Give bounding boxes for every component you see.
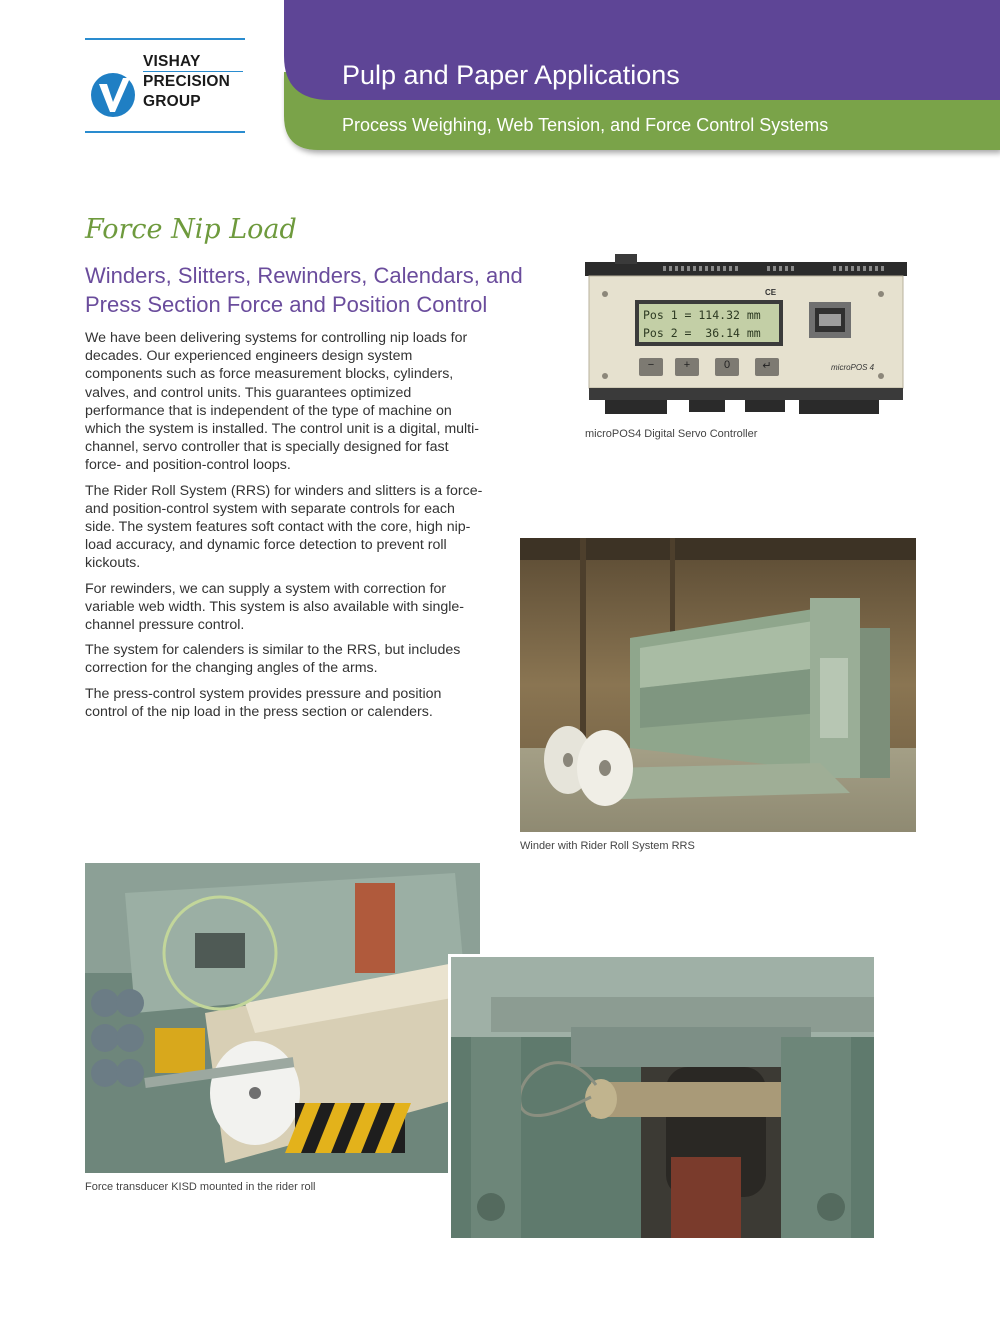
lcd-line-1: Pos 1 = 114.32 mm	[643, 308, 761, 322]
section-title: Force Nip Load	[85, 214, 297, 245]
header-subtitle: Process Weighing, Web Tension, and Force Control Systems	[342, 115, 829, 135]
paragraph: The Rider Roll System (RRS) for winders and slitters is a force- and position-control system with separate controls for each side. The system features soft contact with the core, high nip-load accuracy, and dynamic force detection to prevent roll kickouts.	[85, 482, 483, 572]
controller-caption: microPOS4 Digital Servo Controller	[585, 428, 758, 440]
logo-line-1: VISHAY	[143, 53, 201, 70]
company-logo	[85, 38, 245, 134]
transducer-photo	[85, 863, 480, 1173]
header-title: Pulp and Paper Applications	[342, 60, 680, 90]
paragraph: For rewinders, we can supply a system with correction for variable web width. This system is also available with single-channel pressure control.	[85, 580, 465, 634]
logo-bottom-rule	[85, 131, 245, 133]
paragraph: The press-control system provides pressure and position control of the nip load in the press section or calenders.	[85, 685, 442, 720]
paragraph: The system for calenders is similar to the RRS, but includes correction for the changing angles of the arms.	[85, 642, 461, 677]
logo-line-3: GROUP	[143, 93, 201, 110]
controller-button-zero: 0	[723, 359, 731, 371]
controller-button-plus: +	[683, 359, 691, 371]
controller-photo	[585, 252, 907, 420]
logo-line-2: PRECISION	[143, 73, 231, 90]
logo-wordmark	[143, 52, 230, 112]
winder-caption: Winder with Rider Roll System RRS	[520, 840, 695, 852]
closeup-photo	[448, 954, 874, 1238]
controller-button-enter: ↵	[762, 360, 772, 372]
lcd-line-2: Pos 2 = 36.14 mm	[643, 326, 761, 340]
controller-brand-label: microPOS 4	[831, 363, 875, 372]
controller-button-minus: −	[647, 359, 655, 371]
logo-top-rule	[85, 38, 245, 40]
vishay-logo-icon	[90, 72, 136, 118]
body-copy	[85, 329, 485, 728]
winder-photo	[520, 538, 916, 832]
paragraph: We have been delivering systems for controlling nip loads for decades. Our experienced engineers design system components such as force measurement blocks, cylinders, valves, and control units. This guarantees optimized performance that is independent of the type of machine on which the system is installed. The control unit is a digital, multi-channel, servo controller that is specially designed for fast force- and position-control loops.	[85, 330, 480, 474]
section-subtitle: Winders, Slitters, Rewinders, Calendars, and Press Section Force and Position Control	[85, 263, 523, 317]
ce-mark: CE	[765, 288, 777, 297]
transducer-caption: Force transducer KISD mounted in the rider roll	[85, 1181, 316, 1193]
